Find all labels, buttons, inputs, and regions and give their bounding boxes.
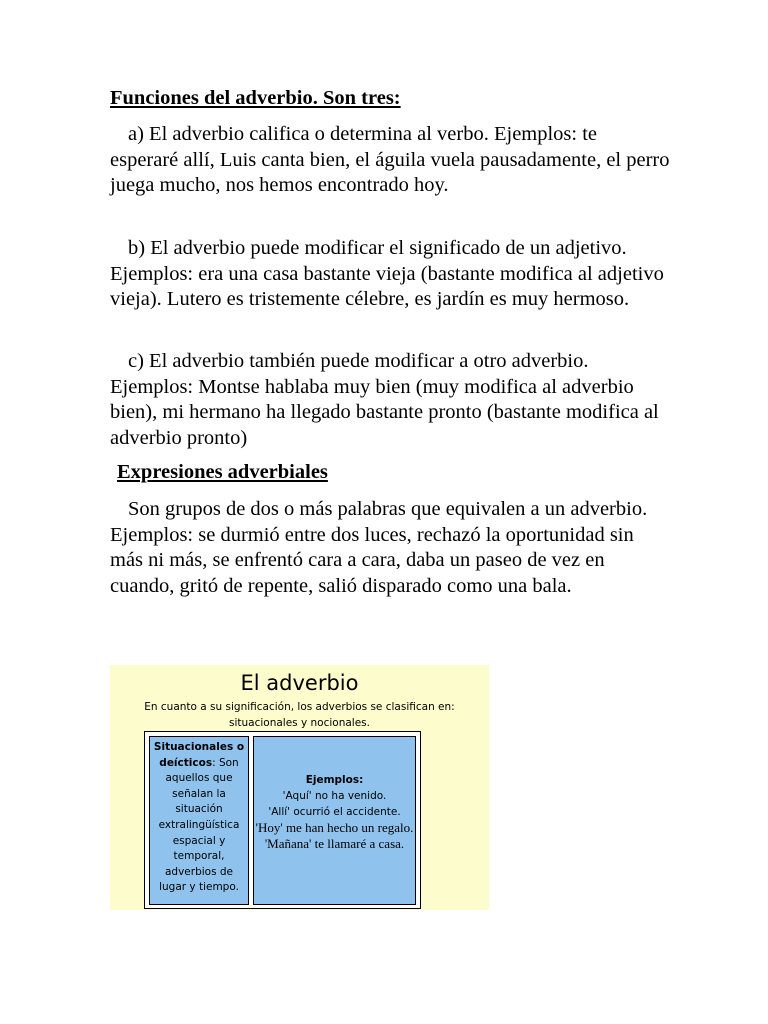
paragraph-a: a) El adverbio califica o determina al verbo. Ejemplos: te esperaré allí, Luis canta bien, el águila vuela pausadamente, el perro juega mucho, nos hemos encontrado hoy.: [110, 123, 670, 196]
example-item: 'Mañana' te llamaré a casa.: [264, 836, 405, 851]
paragraph-b: b) El adverbio puede modificar el significado de un adjetivo. Ejemplos: era una casa bastante vieja (bastante modifica al adjetivo vieja). Lutero es tristemente célebre, es jardín es muy hermoso.: [110, 237, 664, 310]
situacionales-term: Situacionales o deícticos: [153, 741, 245, 769]
example-item: 'Aquí' no ha venido.: [282, 790, 387, 802]
figure-title: El adverbio: [240, 671, 359, 695]
example-item: 'Hoy' me han hecho un regalo.: [255, 820, 414, 835]
figure-subtitle: En cuanto a su significación, los adverbios se clasifican en: situacionales y nocionales.: [144, 701, 455, 729]
examples-list: [254, 772, 415, 852]
section-heading-expresiones: Expresiones adverbiales: [117, 461, 328, 483]
figure-table: [144, 731, 421, 909]
example-item: 'Allí' ocurrió el accidente.: [268, 806, 401, 818]
situacionales-cell: [149, 736, 249, 905]
situacionales-definition: : Son aquellos que señalan la situación extralingüística espacial y temporal, adverbios de lugar y tiempo.: [158, 756, 240, 894]
adverbio-figure: [110, 665, 489, 910]
section-heading-funciones: Funciones del adverbio. Son tres:: [110, 87, 401, 109]
paragraph-c: c) El adverbio también puede modificar a otro adverbio. Ejemplos: Montse hablaba muy bien (muy modifica al adverbio bien), mi hermano ha llegado bastante pronto (bastante modifica al adverbio pronto): [110, 350, 659, 449]
examples-label: Ejemplos:: [305, 774, 364, 786]
paragraph-expresiones: Son grupos de dos o más palabras que equivalen a un adverbio. Ejemplos: se durmió entre dos luces, rechazó la oportunidad sin más ni más, se enfrentó cara a cara, daba un paseo de vez en cuando, gritó de repente, salió disparado como una bala.: [110, 498, 648, 597]
examples-cell: [253, 736, 416, 905]
